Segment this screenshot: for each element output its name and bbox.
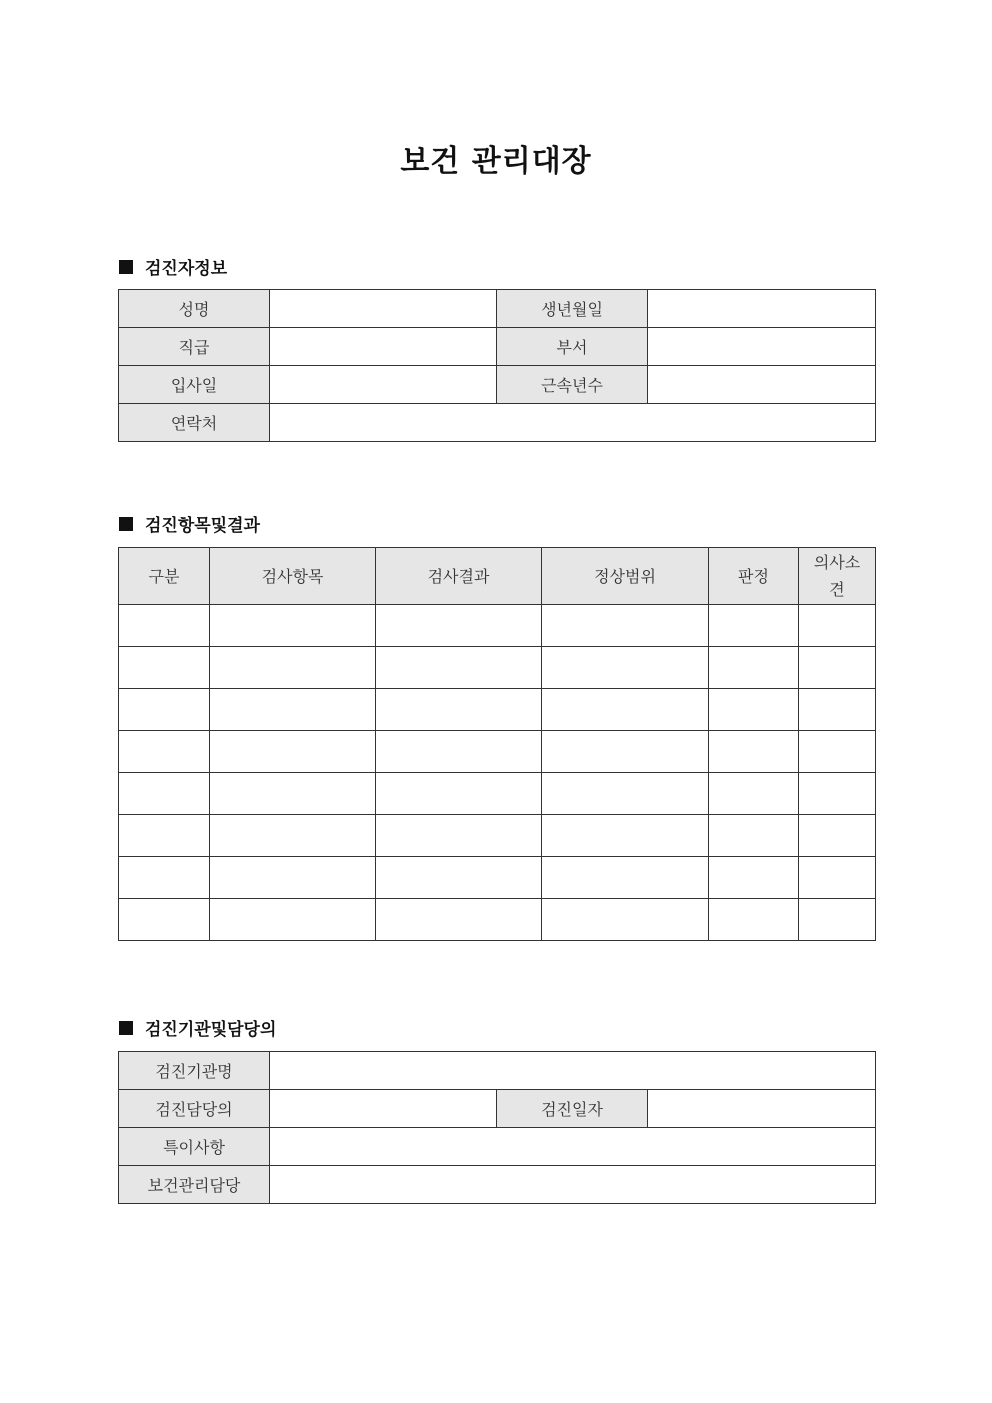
hire-date-label: 입사일 (119, 366, 270, 404)
test-result-cell[interactable] (376, 731, 542, 773)
section-heading-examinee (119, 254, 227, 279)
table-row (119, 857, 876, 899)
institution-table (118, 1051, 876, 1204)
table-row (119, 647, 876, 689)
health-manager-field[interactable] (270, 1166, 876, 1204)
contact-field[interactable] (270, 404, 876, 442)
exam-date-label: 검진일자 (497, 1090, 648, 1128)
judgment-cell[interactable] (709, 605, 799, 647)
category-cell[interactable] (119, 689, 210, 731)
exam-date-field[interactable] (648, 1090, 876, 1128)
health-manager-label: 보건관리담당 (119, 1166, 270, 1204)
years-of-service-label: 근속년수 (497, 366, 648, 404)
doctor-opinion-cell[interactable] (799, 605, 876, 647)
doctor-opinion-cell[interactable] (799, 857, 876, 899)
section-heading-text: 검진자정보 (145, 259, 228, 279)
doctor-field[interactable] (270, 1090, 497, 1128)
category-cell[interactable] (119, 605, 210, 647)
test-item-cell[interactable] (210, 731, 376, 773)
category-cell[interactable] (119, 815, 210, 857)
judgment-cell[interactable] (709, 815, 799, 857)
table-row (119, 815, 876, 857)
section-heading-text: 검진기관및담당의 (145, 1020, 277, 1040)
doctor-opinion-cell[interactable] (799, 731, 876, 773)
test-item-cell[interactable] (210, 899, 376, 941)
test-item-cell[interactable] (210, 689, 376, 731)
table-row (119, 1090, 876, 1128)
column-header-normal-range: 정상범위 (542, 548, 709, 605)
table-row (119, 899, 876, 941)
normal-range-cell[interactable] (542, 731, 709, 773)
table-row (119, 290, 876, 328)
test-result-cell[interactable] (376, 899, 542, 941)
table-row (119, 773, 876, 815)
section-heading-text: 검진항목및결과 (145, 516, 260, 536)
column-header-judgment: 판정 (709, 548, 799, 605)
column-header-category: 구분 (119, 548, 210, 605)
institution-name-label: 검진기관명 (119, 1052, 270, 1090)
test-result-cell[interactable] (376, 689, 542, 731)
table-row (119, 328, 876, 366)
normal-range-cell[interactable] (542, 647, 709, 689)
table-row (119, 689, 876, 731)
table-row (119, 731, 876, 773)
judgment-cell[interactable] (709, 899, 799, 941)
judgment-cell[interactable] (709, 689, 799, 731)
category-cell[interactable] (119, 773, 210, 815)
exam-results-table (118, 547, 876, 941)
category-cell[interactable] (119, 857, 210, 899)
section-heading-results (119, 511, 260, 536)
category-cell[interactable] (119, 899, 210, 941)
notes-field[interactable] (270, 1128, 876, 1166)
doctor-opinion-cell[interactable] (799, 773, 876, 815)
results-body (119, 605, 876, 941)
judgment-cell[interactable] (709, 773, 799, 815)
birthdate-field[interactable] (648, 290, 876, 328)
normal-range-cell[interactable] (542, 689, 709, 731)
birthdate-label: 생년월일 (497, 290, 648, 328)
square-bullet-icon (119, 1021, 133, 1035)
square-bullet-icon (119, 517, 133, 531)
test-result-cell[interactable] (376, 647, 542, 689)
table-row (119, 366, 876, 404)
table-row (119, 1166, 876, 1204)
name-label: 성명 (119, 290, 270, 328)
years-of-service-field[interactable] (648, 366, 876, 404)
position-label: 직급 (119, 328, 270, 366)
judgment-cell[interactable] (709, 647, 799, 689)
hire-date-field[interactable] (270, 366, 497, 404)
examinee-info-table (118, 289, 876, 442)
table-row (119, 404, 876, 442)
square-bullet-icon (119, 260, 133, 274)
column-header-doctor-opinion: 의사소견 (799, 548, 876, 605)
test-item-cell[interactable] (210, 605, 376, 647)
doctor-label: 검진담당의 (119, 1090, 270, 1128)
doctor-opinion-cell[interactable] (799, 815, 876, 857)
column-header-test-item: 검사항목 (210, 548, 376, 605)
section-heading-institution (119, 1015, 276, 1040)
institution-name-field[interactable] (270, 1052, 876, 1090)
department-field[interactable] (648, 328, 876, 366)
test-result-cell[interactable] (376, 857, 542, 899)
test-item-cell[interactable] (210, 857, 376, 899)
table-row (119, 1052, 876, 1090)
test-result-cell[interactable] (376, 773, 542, 815)
normal-range-cell[interactable] (542, 899, 709, 941)
table-row (119, 1128, 876, 1166)
department-label: 부서 (497, 328, 648, 366)
test-item-cell[interactable] (210, 773, 376, 815)
test-result-cell[interactable] (376, 605, 542, 647)
category-cell[interactable] (119, 731, 210, 773)
normal-range-cell[interactable] (542, 773, 709, 815)
normal-range-cell[interactable] (542, 857, 709, 899)
doctor-opinion-cell[interactable] (799, 899, 876, 941)
name-field[interactable] (270, 290, 497, 328)
category-cell[interactable] (119, 647, 210, 689)
test-item-cell[interactable] (210, 647, 376, 689)
table-row (119, 605, 876, 647)
doctor-opinion-cell[interactable] (799, 647, 876, 689)
test-result-cell[interactable] (376, 815, 542, 857)
normal-range-cell[interactable] (542, 815, 709, 857)
judgment-cell[interactable] (709, 731, 799, 773)
judgment-cell[interactable] (709, 857, 799, 899)
column-header-test-result: 검사결과 (376, 548, 542, 605)
contact-label: 연락처 (119, 404, 270, 442)
position-field[interactable] (270, 328, 497, 366)
table-header-row (119, 548, 876, 605)
document-title: 보건 관리대장 (400, 144, 592, 179)
notes-label: 특이사항 (119, 1128, 270, 1166)
normal-range-cell[interactable] (542, 605, 709, 647)
doctor-opinion-cell[interactable] (799, 689, 876, 731)
test-item-cell[interactable] (210, 815, 376, 857)
